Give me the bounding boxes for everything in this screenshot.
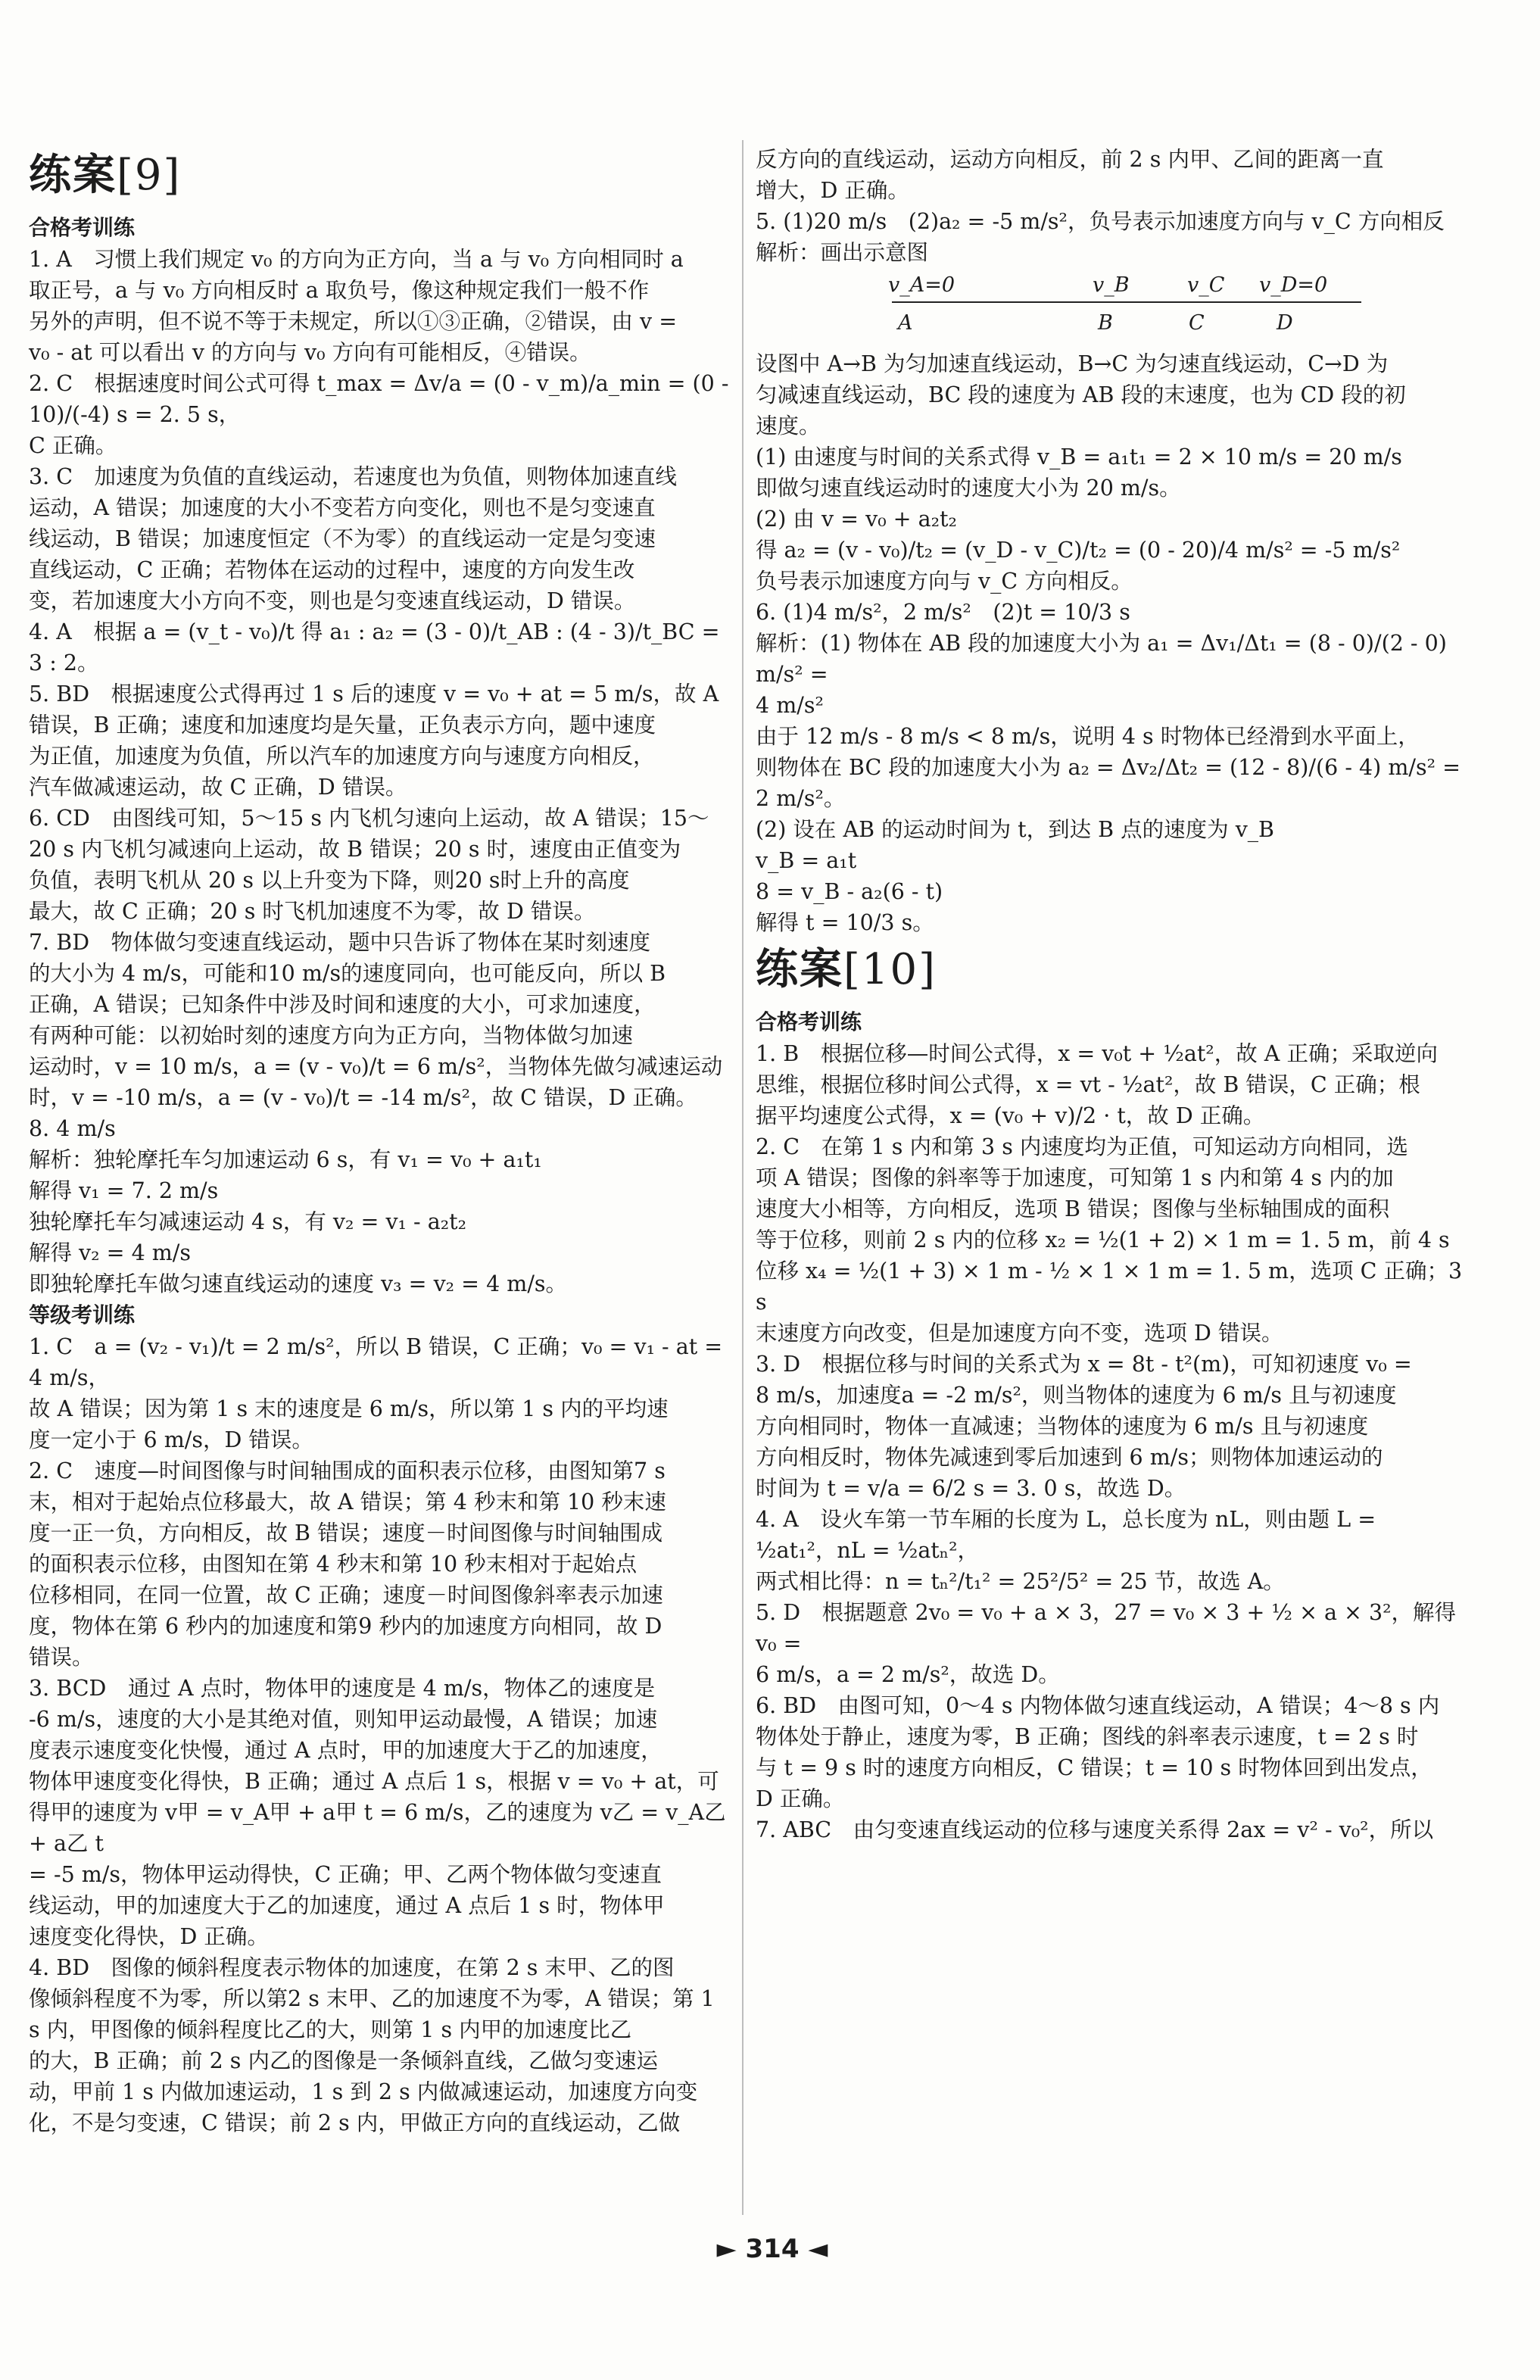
text-line: 设图中 A→B 为匀加速直线运动，B→C 为匀速直线运动，C→D 为 (756, 351, 1389, 376)
text-line: v_B = a₁t (756, 848, 857, 873)
text-line: 为正值，加速度为负值，所以汽车的加速度方向与速度方向相反， (29, 744, 655, 769)
section-title-text: 练案 (29, 151, 117, 200)
text-line: 负号表示加速度方向与 v_C 方向相反。 (756, 569, 1133, 594)
text-line: 像倾斜程度不为零，所以第2 s 末甲、乙的加速度不为零，A 错误；第 1 (29, 1986, 715, 2011)
text-line: 7. BD 物体做匀变速直线运动，题中只告诉了物体在某时刻速度 (29, 930, 651, 955)
answer-block-basic-10 (756, 1038, 1471, 1845)
text-line: 由于 12 m/s - 8 m/s < 8 m/s，说明 4 s 时物体已经滑到水平面上， (756, 724, 1420, 749)
text-line: 化，不是匀变速，C 错误；前 2 s 内，甲做正方向的直线运动，乙做 (29, 2110, 681, 2135)
diagram-point-d: D (1277, 311, 1293, 335)
answer-block-advanced (29, 1331, 733, 2138)
text-line: 解得 v₁ = 7. 2 m/s (29, 1178, 219, 1203)
text-line: (1) 由速度与时间的关系式得 v_B = a₁t₁ = 2 × 10 m/s = 20 m/s (756, 444, 1402, 469)
text-line: 的大，B 正确；前 2 s 内乙的图像是一条倾斜直线，乙做匀变速运 (29, 2048, 658, 2073)
text-line: 反方向的直线运动，运动方向相反，前 2 s 内甲、乙间的距离一直 (756, 147, 1384, 172)
text-line: 度一正一负，方向相反，故 B 错误；速度－时间图像与时间轴围成 (29, 1521, 663, 1546)
page-number: ► 314 ◄ (716, 2234, 828, 2264)
motion-line (892, 301, 1361, 303)
text-line: 5. D 根据题意 2v₀ = v₀ + a × 3，27 = v₀ × 3 + ½ × a × 3²，解得 v₀ = (756, 1600, 1457, 1656)
text-line: 即做匀速直线运动时的速度大小为 20 m/s。 (756, 476, 1181, 501)
text-line: 度表示速度变化快慢，通过 A 点时，甲的加速度大于乙的加速度， (29, 1738, 662, 1763)
subheading-basic-training: 合格考训练 (756, 1009, 862, 1034)
text-line: 故 A 错误；因为第 1 s 末的速度是 6 m/s，所以第 1 s 内的平均速 (29, 1396, 669, 1421)
text-line: 运动，A 错误；加速度的大小不变若方向变化，则也不是匀变速直 (29, 495, 656, 520)
subheading-advanced-training: 等级考训练 (29, 1302, 136, 1327)
text-line: 1. A 习惯上我们规定 v₀ 的方向为正方向，当 a 与 v₀ 方向相同时 a (29, 247, 684, 272)
text-line: 5. (1)20 m/s (2)a₂ = -5 m/s²，负号表示加速度方向与 v_C 方向相反 (756, 209, 1445, 234)
text-line: 5. BD 根据速度公式得再过 1 s 后的速度 v = v₀ + at = 5 m/s，故 A (29, 682, 719, 707)
text-line: 最大，故 C 正确；20 s 时飞机加速度不为零，故 D 错误。 (29, 899, 596, 924)
text-line: 8 = v_B - a₂(6 - t) (756, 879, 943, 904)
text-line: 得甲的速度为 v甲 = v_A甲 + a甲 t = 6 m/s，乙的速度为 v乙 = v_A乙 + a乙 t (29, 1800, 726, 1856)
text-line: 项 A 错误；图像的斜率等于加速度，可知第 1 s 内和第 4 s 内的加 (756, 1165, 1394, 1190)
section-title-9 (29, 144, 733, 207)
diagram-label-vc: v_C (1187, 273, 1225, 297)
text-line: 6. CD 由图线可知，5～15 s 内飞机匀速向上运动，故 A 错误；15～ (29, 806, 709, 831)
text-line: 位移相同，在同一位置，故 C 正确；速度－时间图像斜率表示加速 (29, 1583, 663, 1608)
text-line: 速度变化得快，D 正确。 (29, 1924, 269, 1949)
text-line: (2) 由 v = v₀ + a₂t₂ (756, 507, 957, 532)
text-line: 与 t = 9 s 时的速度方向相反，C 错误；t = 10 s 时物体回到出发点， (756, 1755, 1432, 1780)
text-line: 4. A 设火车第一节车厢的长度为 L，总长度为 nL，则由题 L = (756, 1507, 1376, 1532)
text-line: 物体甲速度变化得快，B 正确；通过 A 点后 1 s，根据 v = v₀ + at，可 (29, 1769, 719, 1794)
text-line: 4. BD 图像的倾斜程度表示物体的加速度，在第 2 s 末甲、乙的图 (29, 1955, 675, 1980)
text-line: 解析：(1) 物体在 AB 段的加速度大小为 a₁ = Δv₁/Δt₁ = (8 - 0)/(2 - 0) m/s² = (756, 631, 1447, 687)
text-line: 动，甲前 1 s 内做加速运动，1 s 到 2 s 内做减速运动，加速度方向变 (29, 2079, 698, 2104)
text-line: 错误，B 正确；速度和加速度均是矢量，正负表示方向，题中速度 (29, 713, 656, 738)
text-line: 方向相反时，物体先减速到零后加速到 6 m/s；则物体加速运动的 (756, 1445, 1383, 1470)
text-line: 2. C 在第 1 s 内和第 3 s 内速度均为正值，可知运动方向相同，选 (756, 1134, 1408, 1159)
text-line: 解得 t = 10/3 s。 (756, 910, 934, 935)
text-line: 4. A 根据 a = (v_t - v₀)/t 得 a₁ : a₂ = (3 - 0)/t_AB : (4 - 3)/t_BC = 3 : 2。 (29, 619, 720, 675)
text-line: 2. C 速度—时间图像与时间轴围成的面积表示位移，由图知第7 s (29, 1458, 666, 1483)
answer-block-basic (29, 244, 733, 1299)
text-line: = -5 m/s，物体甲运动得快，C 正确；甲、乙两个物体做匀变速直 (29, 1862, 662, 1887)
text-line: 末速度方向改变，但是加速度方向不变，选项 D 错误。 (756, 1321, 1283, 1346)
text-line: 3. BCD 通过 A 点时，物体甲的速度是 4 m/s，物体乙的速度是 (29, 1676, 656, 1701)
diagram-label-vd: v_D=0 (1259, 273, 1328, 297)
text-line: 匀减速直线运动，BC 段的速度为 AB 段的末速度，也为 CD 段的初 (756, 382, 1406, 407)
section-title-text: 练案 (756, 945, 843, 994)
diagram-point-a: A (898, 311, 913, 335)
right-column (756, 144, 1471, 1845)
text-line: 错误。 (29, 1645, 94, 1670)
text-line: 2. C 根据速度时间公式可得 t_max = Δv/a = (0 - v_m)/a_min = (0 - 10)/(-4) s = 2. 5 s， (29, 371, 729, 427)
text-line: 的大小为 4 m/s，可能和10 m/s的速度同向，也可能反向，所以 B (29, 961, 666, 986)
text-line: 1. B 根据位移—时间公式得，x = v₀t + ½at²，故 A 正确；采取逆向 (756, 1041, 1438, 1066)
text-line: 直线运动，C 正确；若物体在运动的过程中，速度的方向发生改 (29, 557, 635, 582)
text-line: 速度大小相等，方向相反，选项 B 错误；图像与坐标轴围成的面积 (756, 1196, 1390, 1221)
text-line: 1. C a = (v₂ - v₁)/t = 2 m/s²，所以 B 错误，C 正确；v₀ = v₁ - at = 4 m/s， (29, 1334, 723, 1390)
text-line: 时，v = -10 m/s，a = (v - v₀)/t = -14 m/s²，故 C 错误，D 正确。 (29, 1085, 697, 1110)
column-divider (742, 140, 744, 2215)
text-line: 的面积表示位移，由图知在第 4 秒末和第 10 秒末相对于起始点 (29, 1552, 638, 1577)
section-title-number: [9] (117, 151, 182, 200)
motion-diagram (756, 270, 1471, 345)
text-line: 度一定小于 6 m/s，D 错误。 (29, 1427, 313, 1452)
text-line: 度，物体在第 6 秒内的加速度和第9 秒内的加速度方向相同，故 D (29, 1614, 662, 1639)
text-line: 速度。 (756, 413, 821, 438)
text-line: 两式相比得：n = tₙ²/t₁² = 25²/5² = 25 节，故选 A。 (756, 1569, 1285, 1594)
text-line: 物体处于静止，速度为零，B 正确；图线的斜率表示速度，t = 2 s 时 (756, 1724, 1419, 1749)
answer-block-continued (756, 144, 1471, 268)
text-line: ½at₁²，nL = ½atₙ²， (756, 1538, 980, 1563)
text-line: 取正号，a 与 v₀ 方向相反时 a 取负号，像这种规定我们一般不作 (29, 278, 650, 303)
text-line: 方向相同时，物体一直减速；当物体的速度为 6 m/s 且与初速度 (756, 1414, 1369, 1439)
text-line: C 正确。 (29, 433, 117, 458)
text-line: 解得 v₂ = 4 m/s (29, 1240, 192, 1265)
text-line: 6. BD 由图可知，0～4 s 内物体做匀速直线运动，A 错误；4～8 s 内 (756, 1693, 1440, 1718)
section-title-10 (756, 938, 1471, 1002)
text-line: v₀ - at 可以看出 v 的方向与 v₀ 方向有可能相反，④错误。 (29, 340, 591, 365)
text-line: 汽车做减速运动，故 C 正确，D 错误。 (29, 775, 407, 800)
text-line: 据平均速度公式得，x = (v₀ + v)/2 · t，故 D 正确。 (756, 1103, 1265, 1128)
text-line: 7. ABC 由匀变速直线运动的位移与速度关系得 2ax = v² - v₀²，所以 (756, 1817, 1434, 1842)
diagram-label-vb: v_B (1093, 273, 1130, 297)
text-line: 线运动，甲的加速度大于乙的加速度，通过 A 点后 1 s 时，物体甲 (29, 1893, 665, 1918)
text-line: 另外的声明，但不说不等于未规定，所以①③正确，②错误，由 v = (29, 309, 678, 334)
text-line: 4 m/s² (756, 693, 824, 718)
text-line: 3. C 加速度为负值的直线运动，若速度也为负值，则物体加速直线 (29, 464, 678, 489)
text-line: 线运动，B 错误；加速度恒定（不为零）的直线运动一定是匀变速 (29, 526, 656, 551)
diagram-point-c: C (1189, 311, 1205, 335)
diagram-label-va: v_A=0 (888, 273, 955, 297)
text-line: 解析：独轮摩托车匀加速运动 6 s，有 v₁ = v₀ + a₁t₁ (29, 1147, 542, 1172)
text-line: 8. 4 m/s (29, 1116, 116, 1141)
left-column (29, 144, 733, 2138)
text-line: (2) 设在 AB 的运动时间为 t，到达 B 点的速度为 v_B (756, 817, 1275, 842)
text-line: 运动时，v = 10 m/s，a = (v - v₀)/t = 6 m/s²，当物体先做匀减速运动 (29, 1054, 723, 1079)
text-line: 增大，D 正确。 (756, 178, 909, 203)
text-line: -6 m/s，速度的大小是其绝对值，则知甲运动最慢，A 错误；加速 (29, 1707, 658, 1732)
text-line: 得 a₂ = (v - v₀)/t₂ = (v_D - v_C)/t₂ = (0 - 20)/4 m/s² = -5 m/s² (756, 538, 1401, 563)
section-title-number: [10] (843, 945, 937, 994)
text-line: 8 m/s，加速度a = -2 m/s²，则当物体的速度为 6 m/s 且与初速度 (756, 1383, 1397, 1408)
text-line: 有两种可能：以初始时刻的速度方向为正方向，当物体做匀加速 (29, 1023, 634, 1048)
text-line: 独轮摩托车匀减速运动 4 s，有 v₂ = v₁ - a₂t₂ (29, 1209, 467, 1234)
text-line: 负值，表明飞机从 20 s 以上升变为下降，则20 s时上升的高度 (29, 868, 630, 893)
text-line: 正确，A 错误；已知条件中涉及时间和速度的大小，可求加速度， (29, 992, 656, 1017)
text-line: 位移 x₄ = ½(1 + 3) × 1 m - ½ × 1 × 1 m = 1. 5 m，选项 C 正确；3 s (756, 1259, 1463, 1315)
text-line: 变，若加速度大小方向不变，则也是匀变速直线运动，D 错误。 (29, 588, 636, 613)
answer-block-solution (756, 348, 1471, 938)
text-line: 解析：画出示意图 (756, 240, 929, 265)
text-line: 等于位移，则前 2 s 内的位移 x₂ = ½(1 + 2) × 1 m = 1. 5 m，前 4 s (756, 1227, 1450, 1252)
subheading-basic-training: 合格考训练 (29, 215, 136, 240)
text-line: 6. (1)4 m/s²，2 m/s² (2)t = 10/3 s (756, 600, 1130, 625)
text-line: 6 m/s，a = 2 m/s²，故选 D。 (756, 1662, 1060, 1687)
text-line: 末，相对于起始点位移最大，故 A 错误；第 4 秒末和第 10 秒末速 (29, 1489, 666, 1514)
text-line: 时间为 t = v/a = 6/2 s = 3. 0 s，故选 D。 (756, 1476, 1186, 1501)
diagram-point-b: B (1098, 311, 1113, 335)
text-line: 3. D 根据位移与时间的关系式为 x = 8t - t²(m)，可知初速度 v₀ = (756, 1352, 1412, 1377)
text-line: 则物体在 BC 段的加速度大小为 a₂ = Δv₂/Δt₂ = (12 - 8)/(6 - 4) m/s² = 2 m/s²。 (756, 755, 1461, 811)
text-line: 20 s 内飞机匀减速向上运动，故 B 错误；20 s 时，速度由正值变为 (29, 837, 681, 862)
text-line: s 内，甲图像的倾斜程度比乙的大，则第 1 s 内甲的加速度比乙 (29, 2017, 632, 2042)
text-line: 即独轮摩托车做匀速直线运动的速度 v₃ = v₂ = 4 m/s。 (29, 1271, 568, 1296)
text-line: 思维，根据位移时间公式得，x = vt - ½at²，故 B 错误，C 正确；根 (756, 1072, 1420, 1097)
text-line: D 正确。 (756, 1786, 845, 1811)
